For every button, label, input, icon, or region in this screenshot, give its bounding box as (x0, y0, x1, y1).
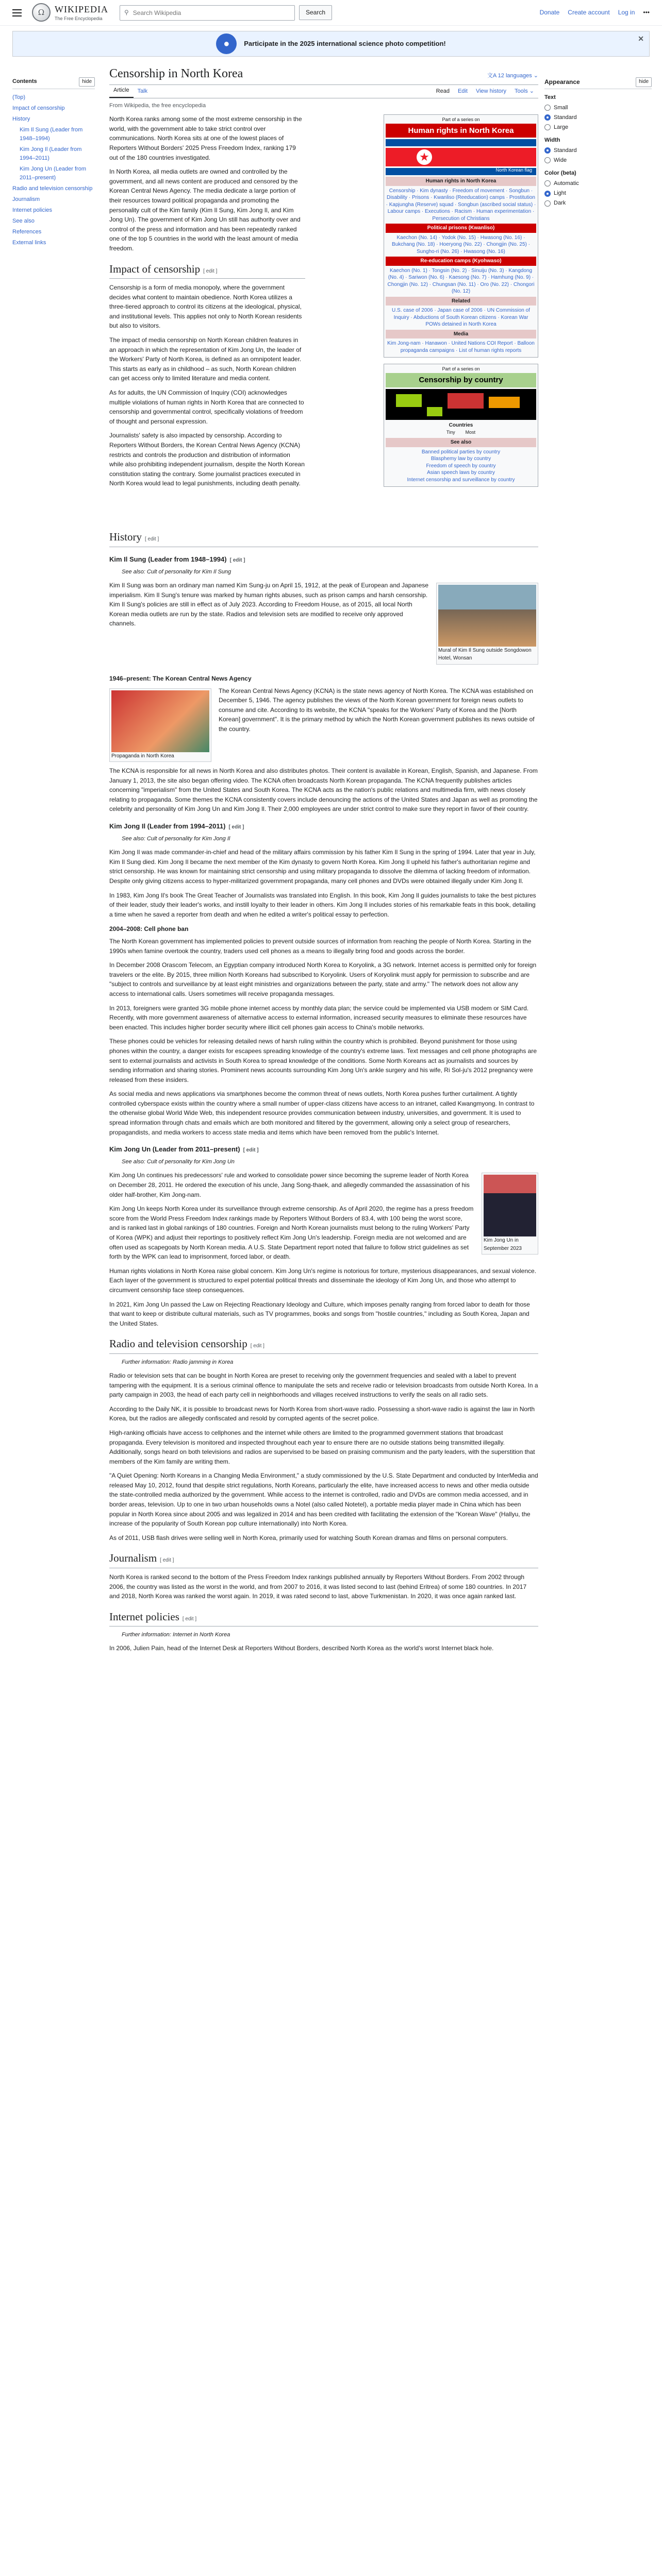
series-section-header: Related (386, 297, 536, 306)
see-also-link[interactable]: Freedom of speech by country (426, 463, 496, 469)
search-input[interactable] (133, 9, 290, 16)
radio-icon[interactable] (544, 180, 551, 187)
see-also-link[interactable]: Asian speech laws by country (427, 470, 495, 476)
radio-icon[interactable] (544, 124, 551, 130)
section-heading-impact (109, 261, 305, 279)
hatnote[interactable]: Further information: Internet in North Korea (122, 1632, 230, 1638)
paragraph: According to the Daily NK, it is possible to broadcast news for North Korea from short-wave radio. Possessing a short-wave radio is against the law in North Korea, but the radios are allegedly confiscated and resold by corrupted agents of the secret police. (109, 1405, 535, 1422)
figure-kim-jong-un (482, 1173, 538, 1255)
tab-read[interactable]: Read (436, 88, 450, 95)
toc-item[interactable]: Internet policies (12, 207, 53, 214)
lead-paragraph: North Korea ranks among some of the most extreme censorship in the world, with the government able to take strict control over communications. North Korea sits at one of the lowest places of Reporters Without Borders' 2025 Press Freedom Index, ranking 179 out of the 180 countries investigated. (109, 115, 302, 161)
paragraph: The Korean Central News Agency (KCNA) is the state news agency of North Korea. The KCNA was established on December 5, 1946. The agency publishes the views of the North Korean government for foreign news outlets to consume and cite. According to its website, the KCNA "speaks for the Workers' Party of Korea and the [North Korean] government". It is the primary method by which the North Korean government publishes its news outside of the country. (219, 687, 535, 733)
radio-icon[interactable] (544, 191, 551, 197)
appearance-title: Appearance (544, 78, 580, 86)
edit-link[interactable]: [ edit ] (203, 268, 218, 274)
appearance-panel (544, 77, 652, 209)
series-section-links[interactable]: U.S. case of 2006 · Japan case of 2006 · UN Commission of Inquiry · Abductions of South Korean citizens · Korean War POWs detained in North Korea (392, 308, 530, 328)
world-map (386, 389, 536, 420)
appearance-hide-button[interactable]: hide (636, 77, 652, 87)
edit-link[interactable]: [ edit ] (145, 536, 159, 543)
section-heading-history (109, 529, 538, 547)
paragraph: North Korea is ranked second to the bottom of the Press Freedom Index rankings published annually by Reporters Without Borders. From 2002 through 2006, the country was listed as the worst in the world, and from 2007 to 2016, it was listed second to last (behind Eritrea) of some 180 countries. In 2017 and 2018, North Korea was ranked the worst again. In 2019, it was rated second to last, above Turkmenistan. In 2020, it was once again ranked last. (109, 1573, 527, 1600)
series-sections (386, 177, 536, 354)
section-heading-journalism (109, 1550, 538, 1568)
edit-link[interactable]: [ edit ] (229, 557, 245, 563)
hatnote[interactable]: Further information: Radio jamming in Korea (122, 1359, 234, 1365)
text-size-heading: Text (544, 94, 556, 100)
heading-text: Kim Jong Un (Leader from 2011–present) (109, 1145, 240, 1154)
hatnote[interactable]: See also: Cult of personality for Kim Jong Un (122, 1159, 235, 1165)
create-account-link[interactable]: Create account (568, 9, 610, 16)
edit-link[interactable]: [ edit ] (250, 1343, 264, 1349)
donate-link[interactable]: Donate (539, 9, 560, 16)
flag-label: North Korean flag (495, 167, 532, 173)
color-heading: Color (beta) (544, 170, 576, 176)
campaign-banner[interactable] (12, 31, 650, 57)
toc-item[interactable]: Radio and television censorship (12, 185, 93, 192)
hatnote[interactable]: See also: Cult of personality for Kim Jong Il (122, 836, 230, 842)
more-icon[interactable]: ••• (643, 9, 650, 16)
figure-propaganda (109, 688, 211, 762)
series-section-header: Media (386, 330, 536, 339)
censorship-by-country-box (384, 364, 538, 487)
paragraph: In 2013, foreigners were granted 3G mobile phone internet access by monthly data plan; the service could be implemented via USB modem or SIM Card. Recently, with more government awareness of alternative access to external information, increased security measures to eliminate these resources have been enacted. This includes higher border security where illicit cell phones gain access to China's mobile networks. (109, 1004, 529, 1031)
tab-talk[interactable]: Talk (137, 88, 148, 95)
toc-title: Contents (12, 78, 37, 84)
page-tabs (109, 85, 538, 98)
toc-item[interactable]: See also (12, 218, 35, 225)
section-heading-internet (109, 1608, 538, 1627)
paragraph: Censorship is a form of media monopoly, where the government decides what content to maintain obedience. North Korea utilizes a three-tiered approach to control its citizens at the ideological, physical, and institutional levels. This applies not only to North Korean residents but also to visitors. (109, 284, 302, 330)
edit-link[interactable]: [ edit ] (182, 1616, 197, 1622)
top-bar (0, 0, 662, 26)
series-title[interactable]: Censorship by country (386, 373, 536, 387)
legend-entry: Tiny (446, 430, 455, 435)
flag-image (386, 139, 536, 175)
paragraph: Kim Jong Un keeps North Korea under its surveillance through extreme censorship. As of April 2020, the regime has a press freedom score from the World Press Freedom Index rankings made by Reporters Without Borders of 83.4, with 100 being the worst score, and is ranked last in global rankings of 180 countries. Foreign and North Korean journalists must belong to the ruling Workers' Party of Korea (WPK) and adjust their reportings to positively reflect Kim Jong Un's leadership. Foreign media are not welcomed and are often used as scapegoats by North Korean media. A U.S. State Department report noted that failure to follow strict guidelines as set forth by the WPK can lead to imprisonment, forced labor, or death. (109, 1205, 474, 1261)
lead-and-impact (109, 114, 538, 521)
legend-entry: Most (465, 430, 476, 435)
paragraph: The KCNA is responsible for all news in North Korea and also distributes photos. Their content is available in Korean, English, Spanish, and Japanese. From January 1, 2013, the site also began offering video. The KCNA often broadcasts North Korean propaganda. The KCNA frequently publishes articles concerning "imperialism" from the United States and South Korea. The KCNA acts as the nation's public relations and multimedia firm, with news closely relating to propaganda. Some themes the KCNA consistently covers include denouncing the actions of the United States and Japan as well as promoting the celebrity and personality of Kim Jong Un and Kim Jong Il. Their 2,000 employees are under strict control to make sure they report in favor of their country. (109, 767, 538, 813)
appearance-option[interactable] (544, 146, 652, 155)
map-legend (386, 429, 536, 436)
section-heading-kim-jong-un (109, 1144, 538, 1155)
page-title (109, 64, 538, 85)
series-section-links[interactable]: Kaechon (No. 1) · Tongsin (No. 2) · Sinuiju (No. 3) · Kangdong (No. 4) · Sariwon (No. 6) · Kaesong (No. 7) · Hamhung (No. 9) · Chongjin (No. 12) · Chungsan (No. 11) · Oro (No. 22) · Chongori (No. 12) (387, 267, 535, 295)
section-heading-kim-jong-il (109, 821, 538, 832)
section-heading-kim-il-sung (109, 554, 538, 565)
see-also-links (386, 449, 536, 484)
text-size-options (544, 104, 652, 132)
appearance-option[interactable] (544, 104, 652, 112)
tab-view-history[interactable]: View history (475, 88, 507, 95)
paragraph: In 2021, Kim Jong Un passed the Law on Rejecting Reactionary Ideology and Culture, which imposes penalty ranging from forced labor to death for those that want to keep or distribute cultural materials, such as TV programmes, books and songs from "hostile countries," including as South Korea, Japan and the United States. (109, 1300, 530, 1327)
toc-item[interactable]: History (12, 115, 30, 122)
mural-image[interactable] (438, 585, 536, 647)
color-options (544, 179, 652, 208)
tab-article[interactable]: Article (109, 84, 134, 98)
toc-item[interactable]: Kim Il Sung (Leader from 1948–1994) (20, 126, 83, 142)
width-heading: Width (544, 137, 560, 143)
figure-caption: Kim Jong Un in September 2023 (484, 1238, 522, 1251)
paragraph: Kim Jong Il was made commander-in-chief and head of the military affairs commission by his father Kim Il Sung in the spring of 1994. Later that year in July, Kim Il Sung died. Kim Jong Il became the next member of the Kim dynasty to govern North Korea. Kim Jong Il upheld his father's authoritarian regime and strict censorship. He was known for maintaining strict censorship and using military propaganda to dissolve the dilemma of lacking freedom of information. Despite only giving citizens access to hyper-militarized government propaganda, many cell phones and DVDs were obtained illegally under Kim Jong Il. (109, 849, 536, 885)
paragraph: Kim Jong Un continues his predecessors' rule and worked to consolidate power since becoming the supreme leader of North Korea on December 28, 2011. He ordered the execution of his uncle, Jang Song-thaek, and allegedly commanded the assassination of his older half-brother, Kim Jong-nam. (109, 1172, 470, 1198)
toc-hide-button[interactable]: hide (79, 77, 95, 87)
human-rights-series-box (384, 114, 538, 358)
option-label: Standard (554, 147, 577, 154)
search-button[interactable]: Search (299, 5, 332, 20)
wordmark: WIKIPEDIA (55, 4, 108, 15)
table-of-contents (12, 77, 95, 248)
option-label: Wide (554, 157, 567, 163)
toc-list (12, 92, 95, 249)
appearance-option[interactable] (544, 189, 652, 198)
banner-text: Participate in the 2025 international science photo competition! (244, 39, 446, 47)
option-label: Large (554, 124, 569, 130)
appearance-option[interactable] (544, 123, 652, 132)
toc-item[interactable]: References (12, 229, 42, 235)
paragraph: In 2006, Julien Pain, head of the Internet Desk at Reporters Without Borders, described North Korea as the world's worst Internet black hole. (109, 1645, 494, 1652)
edit-link[interactable]: [ edit ] (228, 824, 244, 831)
heading-text: Kim Jong Il (Leader from 1994–2011) (109, 822, 226, 831)
page-title-text: Censorship in North Korea (109, 67, 243, 80)
see-also-header: See also (386, 438, 536, 447)
portrait-image[interactable] (484, 1175, 536, 1236)
languages-button[interactable]: 文A 12 languages ⌄ (487, 73, 538, 79)
radio-icon[interactable] (544, 147, 551, 154)
option-label: Standard (554, 114, 577, 121)
heading-text: Radio and television censorship (109, 1337, 247, 1350)
search-icon: ⚲ (124, 9, 129, 16)
see-also-link[interactable]: Banned political parties by country (421, 449, 501, 455)
map-label: Countries (449, 422, 473, 428)
radio-icon[interactable] (544, 200, 551, 207)
option-label: Dark (554, 200, 566, 207)
radio-icon[interactable] (544, 114, 551, 121)
paragraph: These phones could be vehicles for releasing detailed news of harsh ruling within the country which is prohibited. Beyond punishment for those using phones within the country, a danger exists for escapees spreading knowledge of the country's extreme laws. Text messages and cell phone photographs are sent to external journalists and activists in South Korea to spread knowledge of the conditions. Some North Koreans act as journalists and sources by sending information and sharing stories. Prominent news accounts surrounding Kim Jong Un's ankle surgery and his wife, Ri Sol-ju's 2012 pregnancy were released from these insiders. (109, 1038, 537, 1083)
edit-link[interactable]: [ edit ] (243, 1147, 259, 1154)
section-heading-radio (109, 1335, 538, 1354)
option-label: Small (554, 104, 568, 111)
subsection-heading-kcna: 1946–present: The Korean Central News Agency (109, 674, 252, 682)
photo-contest-icon: ● (216, 33, 237, 54)
series-part-of: Part of a series on (442, 117, 480, 123)
option-label: Automatic (554, 180, 579, 187)
search-box[interactable] (120, 5, 295, 21)
toc-item[interactable]: Journalism (12, 196, 40, 202)
from-wikipedia: From Wikipedia, the free encyclopedia (109, 103, 206, 109)
paragraph: "A Quiet Opening: North Koreans in a Changing Media Environment," a study commissioned by the U.S. State Department and conducted by InterMedia and released May 10, 2012, found that despite strict regulations, North Koreans, particularly the elite, have increased access to news and other media outside the state-controlled media authorized by the government. While access to the internet is controlled, radio and DVDs are common media accessed, and in border areas, television. Up to one in two urban households owns a Notel (also called Notetel), a portable media player made in China which has been popular in North Korea since about 2005 and was legalized in 2014 and has been credited with facilitating the extension of the "Korean Wave" (Hallyu, the increase of the popularity of South Korean pop culture internationally) into North Korea. (109, 1472, 538, 1528)
series-section-links[interactable]: Censorship · Kim dynasty · Freedom of movement · Songbun · Disability · Prisons · Kwanliso (Reeducation) camps · Prostitution · Kapjungha (Reserve) squad · Songbun (ascribed social status) · Labour camps · Executions · Racism · Human experimentation · Persecution of Christians (386, 188, 536, 222)
figure-caption: Propaganda in North Korea (111, 753, 174, 759)
toc-item[interactable]: Kim Jong Un (Leader from 2011–present) (20, 165, 86, 181)
propaganda-image[interactable] (111, 690, 209, 752)
radio-icon[interactable] (544, 105, 551, 111)
tab-tools[interactable]: Tools ⌄ (515, 88, 534, 95)
series-section-header: Political prisons (Kwanliso) (386, 224, 536, 233)
width-options (544, 146, 652, 165)
main-menu-icon[interactable] (12, 9, 22, 16)
paragraph: Radio or television sets that can be bought in North Korea are preset to receiving only the government frequencies and sealed with a label to prevent tampering with the equipment. It is a serious criminal offence to manipulate the sets and receive radio or television broadcasts from outside North Korea. In a party campaign in 2003, the head of each party cell in neighborhoods and villages received instructions to verify the seals on all radio sets. (109, 1371, 538, 1399)
tab-edit[interactable]: Edit (457, 88, 468, 95)
radio-icon[interactable] (544, 157, 551, 163)
paragraph: The impact of media censorship on North Korean children features in an approach in which the representation of Kim Jong Un, the leader of the Workers' Party of North Korea, is defined as an omnipotent leader. This starts as early as in childhood – as such, North Korean children can get access only to limited literature and media content. (109, 336, 302, 382)
series-section-header: Human rights in North Korea (386, 177, 536, 186)
close-icon[interactable]: ✕ (638, 35, 644, 43)
heading-text: History (109, 531, 142, 544)
paragraph: In December 2008 Orascom Telecom, an Egyptian company introduced North Korea to Koryolink, a 3G network. Internet access is permitted only for foreign travelers or the elite. By 2015, three million North Koreans had subscribed to Koryolink. Users of Koryolink must apply for permission to subscribe and are "subject to controls and surveillance by at least eight ministries and organizations between the party, state and army." The network does not allow any access to international calls. Users sometimes will receive propaganda messages. (109, 961, 537, 997)
paragraph: As of 2011, USB flash drives were selling well in North Korea, primarily used for watching South Korean dramas and films on personal computers. (109, 1534, 508, 1541)
see-also-link[interactable]: Internet censorship and surveillance by country (407, 477, 515, 483)
article (109, 64, 538, 1658)
edit-link[interactable]: [ edit ] (160, 1557, 174, 1564)
toc-item[interactable]: Kim Jong Il (Leader from 1994–2011) (20, 146, 82, 161)
toc-item[interactable]: (Top) (12, 94, 26, 100)
heading-text: Kim Il Sung (Leader from 1948–1994) (109, 555, 227, 563)
figure-mural (436, 583, 538, 665)
appearance-option[interactable] (544, 156, 652, 165)
option-label: Light (554, 190, 566, 197)
series-section-header: Re-education camps (Kyohwaso) (386, 257, 536, 266)
hatnote[interactable]: See also: Cult of personality for Kim Il Sung (122, 568, 231, 575)
paragraph: As social media and news applications via smartphones become the common threat of news outlets, North Korea pushes further curtailment. A tightly controlled cyberspace exists within the country where a small number of upper-class citizens have access to an intranet, called Kwangmyong. In contrast to the otherwise global World Wide Web, this independent resource provides communication between industry, universities, and government. It is used to spread information through chats and emails which are both monitored and filtered by the government, allowing only a select group of researchers, propagandists, and media workers to access state media and items which have been removed from the public's Internet. (109, 1090, 535, 1136)
toc-item[interactable]: External links (12, 240, 46, 246)
series-part-of: Part of a series on (442, 366, 480, 372)
paragraph: Human rights violations in North Korea raise global concern. Kim Jong Un's regime is notorious for torture, mysterious disappearances, and sexual violence. Each layer of the government is structured to expel potential political threats and disseminate the ideology of Kim Jong Un, and those who attempt to circumvent censorship face steep consequences. (109, 1267, 537, 1294)
see-also-link[interactable]: Blasphemy law by country (431, 456, 491, 462)
wikipedia-globe-icon: Ω (32, 3, 51, 22)
appearance-option[interactable] (544, 179, 652, 188)
paragraph: Kim Il Sung was born an ordinary man named Kim Sung-ju on April 15, 1912, at the peak of European and Japanese imperialism. Kim Il Sung's tenure was marked by human rights abuses, such as prison camps and harsh censorship. Kim Il Sung's policies are still in effect as of July 2023. According to Freedom House, as of 2015, all local North Korean media outlets are run by the state. Radios and television sets are modified to receive only approved channels. (109, 581, 429, 628)
toc-item[interactable]: Impact of censorship (12, 105, 65, 111)
appearance-option[interactable] (544, 199, 652, 208)
paragraph: High-ranking officials have access to cellphones and the internet while others are limited to the programmed government stations that broadcast propaganda. Every television is monitored and inspected throughout each year to ensure there are no outside stations being transmitted illegally. Additionally, songs heard on both televisions and radios are supervised to be based on praising communism and the party leaders, with the superstition that members of the Kim family are writing them. (109, 1429, 535, 1465)
logo[interactable] (32, 3, 120, 23)
appearance-option[interactable] (544, 113, 652, 122)
paragraph: As for adults, the UN Commission of Inquiry (COI) acknowledges multiple violations of human rights in North Korea that are connected to censorship and governmental control, specifically violations of freedom of thought and personal expression. (109, 389, 304, 425)
paragraph: In 1983, Kim Jong Il's book The Great Teacher of Journalists was translated into English. In this book, Kim Jong Il guides journalists to take the best pictures of their leader, study their leader's works, and instill loyalty to their leader in others. Kim Jong Il includes stories of his remarkable feats in this book, detailing a time when he saved a reporter from death and when he edited a writer's political essay to perfection. (109, 891, 536, 918)
series-section-links[interactable]: Kaechon (No. 14) · Yodok (No. 15) · Hwasong (No. 16) · Bukchang (No. 18) · Hoeryong (No. 22) · Chongjin (No. 25) · Sungho-ri (No. 26) · Hwasong (No. 16) (392, 234, 530, 255)
paragraph: The North Korean government has implemented policies to prevent outside sources of information from reaching the people of North Korea. Starting in the 1990s when famine overtook the country, traders used cell phones as a means to illegally bring food and goods across the border. (109, 937, 532, 955)
login-link[interactable]: Log in (618, 9, 635, 16)
heading-text: Journalism (109, 1552, 157, 1565)
lead-paragraph: In North Korea, all media outlets are owned and controlled by the government, and all news content are produced and censored by the Korean Central News Agency. The media dedicate a large portion of their resources toward political propaganda and promoting the personality cult of the Kim family (Kim Il Sung, Kim Jong Il, and Kim Jong Un). The government of Kim Jong Un still has authority over and control of the press and information and has been repeatedly ranked one of the top 5 countries in the world with the least amount of media freedom. (109, 168, 301, 252)
tagline: The Free Encyclopedia (55, 15, 103, 21)
series-title[interactable]: Human rights in North Korea (386, 124, 536, 138)
subsection-heading-cell-phone-ban: 2004–2008: Cell phone ban (109, 925, 189, 933)
heading-text: Internet policies (109, 1610, 179, 1623)
figure-caption: Mural of Kim Il Sung outside Songdowon Hotel, Wonsan (438, 647, 532, 662)
series-section-links[interactable]: Kim Jong-nam · Hanawon · United Nations COI Report · Balloon propaganda campaigns · List of human rights reports (387, 341, 535, 353)
star-icon: ★ (417, 149, 432, 165)
heading-text: Impact of censorship (109, 262, 201, 275)
sidebars (322, 114, 538, 493)
paragraph: Journalists' safety is also impacted by censorship. According to Reporters Without Borders, the Korean Central News Agency (KCNA) restricts and controls the production and distribution of information while also prohibiting independent journalism, despite the North Korean constitution stating the contrary. Some journalist practices executed in North Korea would lead to legal punishments, including death penalty. (109, 432, 305, 487)
